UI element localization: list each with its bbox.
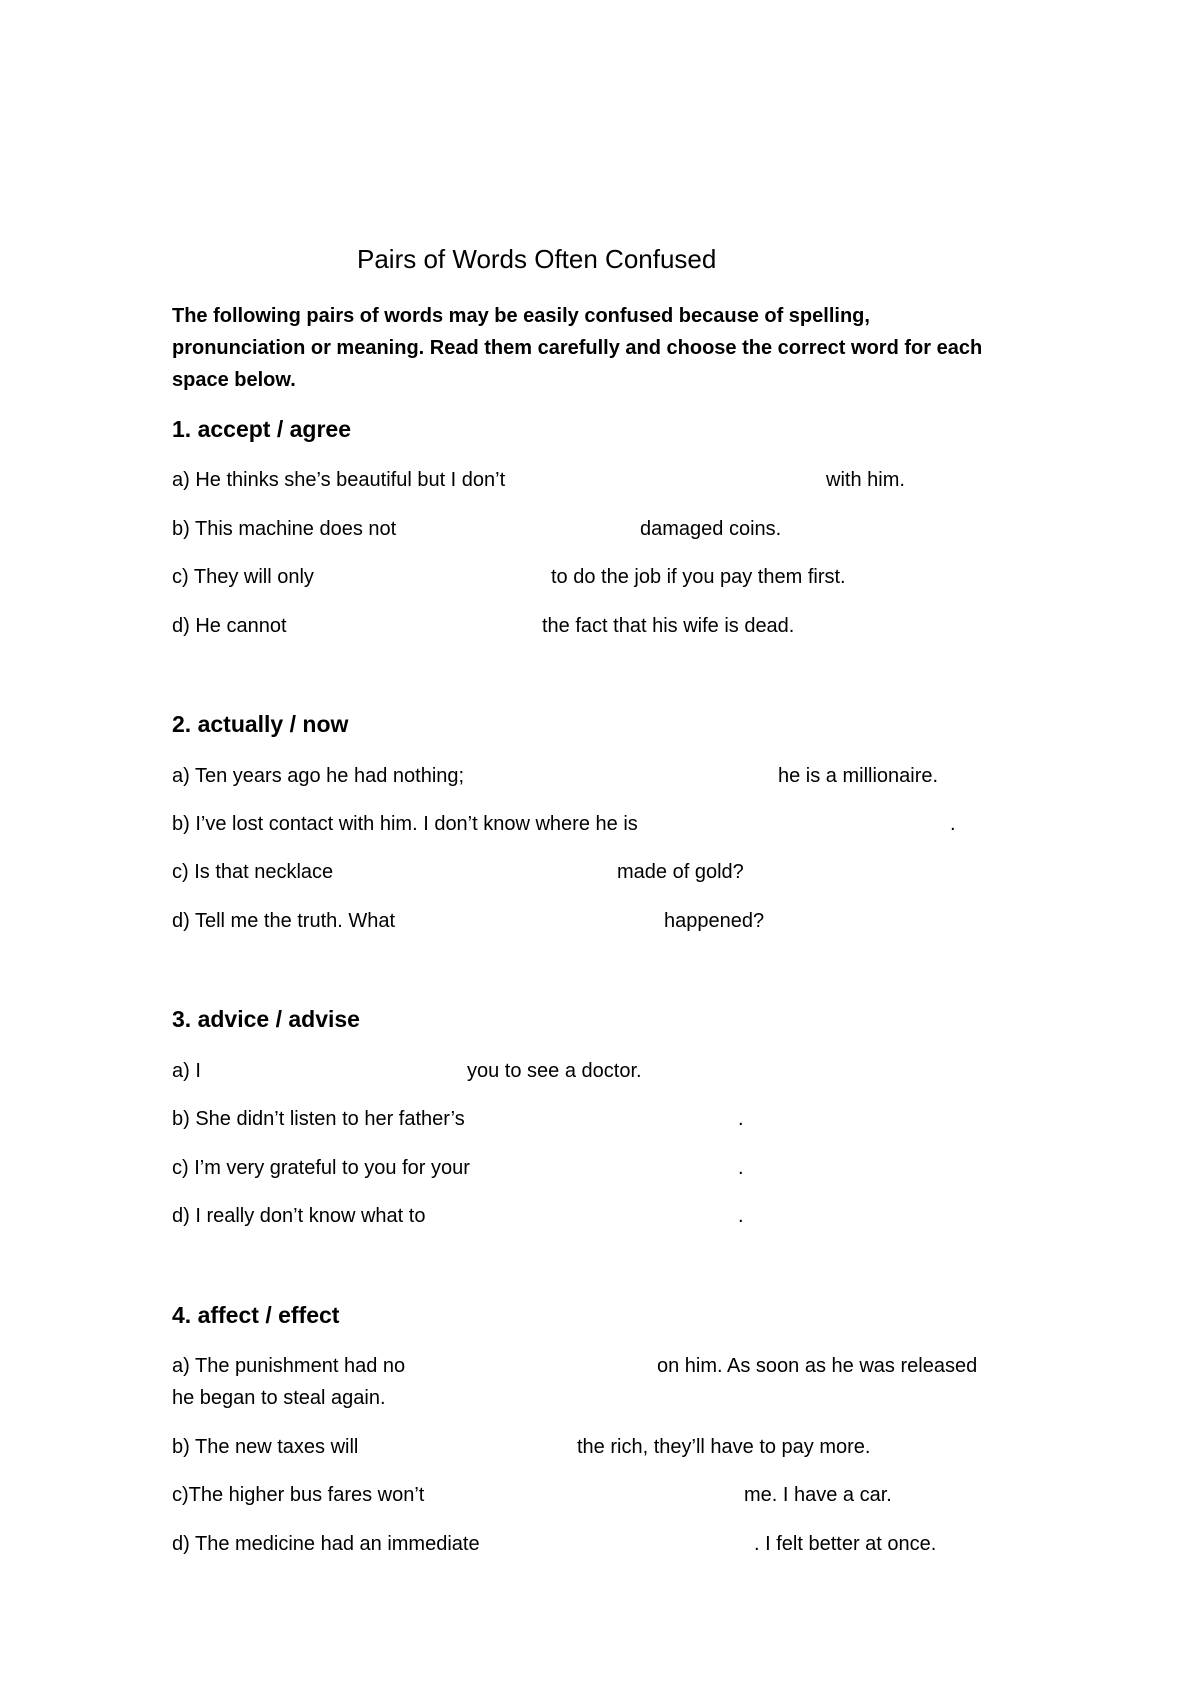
sentence-text: b) This machine does not [172, 518, 397, 540]
sentence-text: you to see a doctor. [467, 1060, 642, 1082]
worksheet-title: Pairs of Words Often Confused [357, 244, 717, 274]
sentence-text: . [738, 1108, 744, 1130]
sentence-text: d) The medicine had an immediate [172, 1533, 480, 1555]
instructions-line: pronunciation or meaning. Read them carefully and choose the correct word for each [172, 337, 983, 359]
section-heading: 2. actually / now [172, 711, 349, 737]
sentence-text: b) I’ve lost contact with him. I don’t know where he is [172, 813, 638, 835]
instructions-line: space below. [172, 369, 296, 391]
sentence-text: b) The new taxes will [172, 1436, 359, 1458]
sentence-text: c) I’m very grateful to you for your [172, 1157, 470, 1179]
instructions [172, 300, 1052, 396]
sentence-text: happened? [664, 910, 765, 932]
sentence-text: . I felt better at once. [754, 1533, 937, 1555]
section-heading: 3. advice / advise [172, 1006, 360, 1032]
sentence-text: b) She didn’t listen to her father’s [172, 1108, 465, 1130]
sentence-text: c) Is that necklace [172, 861, 334, 883]
sentence-text: me. I have a car. [744, 1484, 892, 1506]
sentence-text: made of gold? [617, 861, 744, 883]
sentence-text: with him. [826, 469, 905, 491]
section-heading: 4. affect / effect [172, 1302, 340, 1328]
sentence-text: a) Ten years ago he had nothing; [172, 765, 465, 787]
sentence-text: on him. As soon as he was released [657, 1355, 978, 1377]
sentence-text: d) I really don’t know what to [172, 1205, 426, 1227]
sentence-text: the rich, they’ll have to pay more. [577, 1436, 871, 1458]
sentence-text: c) They will only [172, 566, 314, 588]
sentence-text: to do the job if you pay them first. [551, 566, 846, 588]
sentence-text: . [950, 813, 956, 835]
section-heading: 1. accept / agree [172, 416, 351, 442]
sentence-text: damaged coins. [640, 518, 782, 540]
sentence-text: . [738, 1205, 744, 1227]
sentence-text: he began to steal again. [172, 1387, 386, 1409]
sentence-text: a) He thinks she’s beautiful but I don’t [172, 469, 506, 491]
sentence-text: . [738, 1157, 744, 1179]
sentence-text: he is a millionaire. [778, 765, 939, 787]
instructions-line: The following pairs of words may be easily confused because of spelling, [172, 305, 870, 327]
sentence-text: a) I [172, 1060, 201, 1082]
sentence-text: c)The higher bus fares won’t [172, 1484, 425, 1506]
sentence-text: d) Tell me the truth. What [172, 910, 396, 932]
sentence-text: the fact that his wife is dead. [542, 615, 795, 637]
sentence-text: d) He cannot [172, 615, 287, 637]
sentence-text: a) The punishment had no [172, 1355, 406, 1377]
